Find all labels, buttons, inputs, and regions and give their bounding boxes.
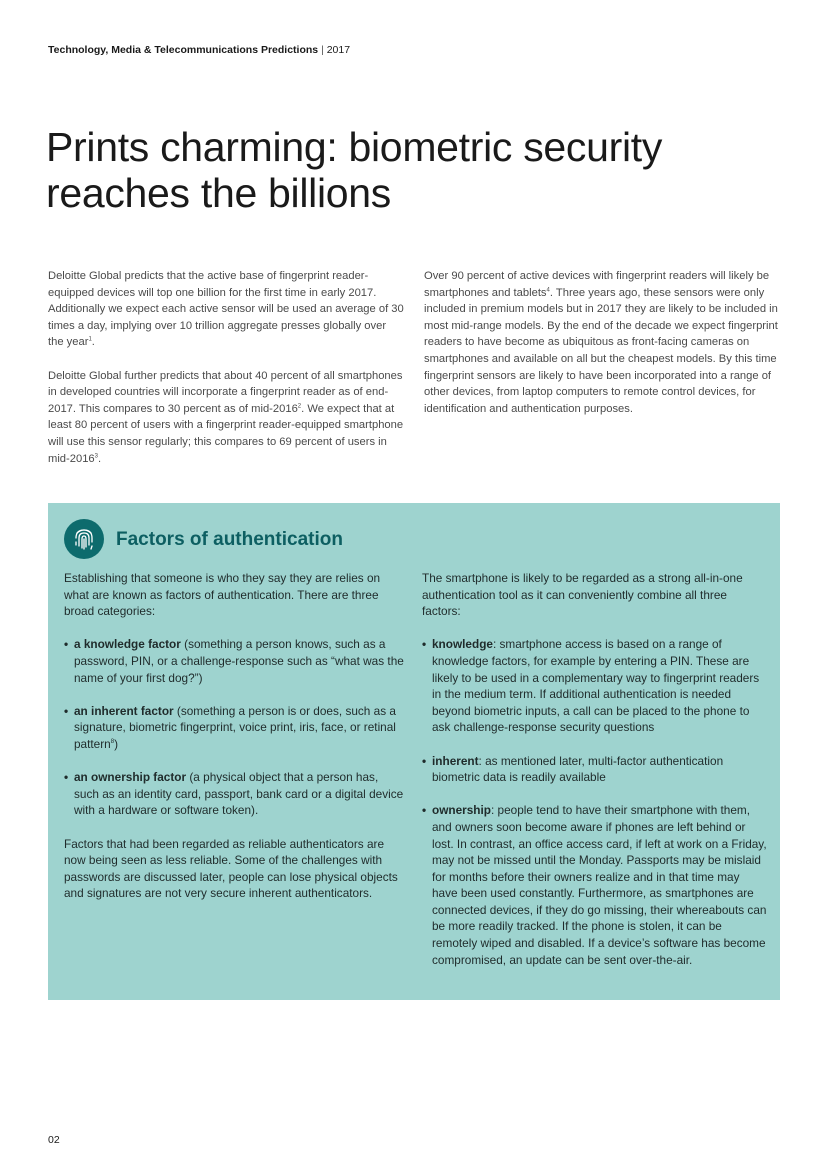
factor-categories-list [64,636,404,819]
footnote-ref-3: 3 [94,452,98,459]
intro-paragraph-3 [424,268,780,417]
list-item [422,636,768,736]
list-item-text: (a physical object that a person has, such as an identity card, passport, bank card or a digital device with a hardware or software token). [74,770,404,818]
fingerprint-icon-graphic [64,519,104,559]
page-number: 02 [48,1134,60,1146]
publication-year: 2017 [326,44,351,56]
list-item [64,636,404,686]
list-item-tail: ) [114,736,119,751]
header-separator: | [321,44,324,56]
box-title: Factors of authentication [116,529,343,550]
list-item-term: inherent [432,753,479,768]
intro-paragraph-2-text: Deloitte Global further predicts that about 40 percent of all smartphones in developed countries will incorporate a fingerprint reader as of end-2017. This compares to 30 percent as of mid-2016 [48,369,403,415]
list-item-text: : smartphone access is based on a range of knowledge factors, for example by entering a PIN. These are likely to be used in a complementary way to fingerprint readers in the medium term. If additional authentication is needed beyond biometric inputs, a call can be placed to the phone to ask challenge-response security questions [432,637,760,735]
intro-paragraph-2 [48,368,404,468]
footnote-ref-4: 4 [546,286,550,293]
publication-name: Technology, Media & Telecommunications Predictions [48,44,319,56]
list-item-text: : people tend to have their smartphone with them, and owners soon become aware if phones are left behind or lost. In contrast, an office access card, if left at work on a Friday, may not be missed until the Monday. Passports may be mislaid for months before their owners realize and in that time may have been used constantly. Furthermore, as smartphones are connected devices, if they do go missing, their whereabouts can be more readily tracked. If the phone is stolen, it can be remotely wiped and disabled. If a device’s software has become compromised, an update can be sent over-the-air. [432,803,767,967]
intro-paragraph-2-tail: . [97,452,102,465]
list-item-term: ownership [432,803,491,818]
footnote-ref-8: 8 [110,739,115,746]
intro-paragraph-3-tail: . Three years ago, these sensors were only included in premium models but in 2017 they are likely to be included in most mid-range models. By the end of the decade we expect fingerprint readers to have become as ubiquitous as front-facing cameras on smartphones and available on all but the cheapest models. By this time fingerprint sensors are likely to have been incorporated into a range of other devices, from laptop computers to remote control devices, for identification and authentication purposes. [424,286,778,415]
box-column-right [422,570,768,985]
list-item [422,802,768,968]
list-item-term: a knowledge factor [74,637,181,652]
title-line-1: Prints charming: biometric security [46,124,663,170]
footnote-ref-1: 1 [88,336,92,343]
list-item [422,753,768,786]
title-line-2: reaches the billions [46,170,391,216]
box-column-left [64,570,404,918]
box-right-intro: The smartphone is likely to be regarded as a strong all-in-one authentication tool as it can conveniently combine all three factors: [422,571,743,619]
intro-paragraph-3-text: Over 90 percent of active devices with fingerprint readers will likely be smartphones and tablets [424,270,770,299]
factors-of-authentication-box [48,503,780,1000]
list-item-term: an inherent factor [74,703,174,718]
intro-column-left [48,268,404,484]
smartphone-factors-list [422,636,768,968]
fingerprint-icon [64,519,104,559]
list-item-text: (something a person is or does, such as a signature, biometric fingerprint, voice print, iris, face, or retinal pattern [74,703,396,751]
page-title [46,124,766,216]
list-item-term: knowledge [432,637,493,652]
list-item [64,769,404,819]
intro-column-right [424,268,780,434]
box-left-intro: Establishing that someone is who they say they are relies on what are known as factors of authentication. There are three broad categories: [64,571,381,619]
list-item-term: an ownership factor [74,770,187,785]
intro-paragraph-1 [48,268,404,351]
intro-paragraph-1-text: Deloitte Global predicts that the active base of fingerprint reader-equipped devices will top one billion for the first time in early 2017. Additionally we expect each active sensor will be used an average of 30 times a day, implying over 10 trillion aggregate presses globally over the year [48,270,404,349]
box-left-outro: Factors that had been regarded as reliable authenticators are now being seen as less reliable. Some of the challenges with passwords are discussed later, people can lose physical objects and signatures are not very secure inherent authenticators. [64,836,398,901]
list-item [64,703,404,753]
list-item-text: : as mentioned later, multi-factor authentication biometric data is readily available [432,753,724,785]
intro-paragraph-2-middle: . We expect that at least 80 percent of users with a fingerprint reader-equipped smartphone will use this sensor regularly; this compares to 69 percent of users in mid-2016 [48,402,404,465]
intro-paragraph-1-tail: . [91,336,95,349]
list-item-text: (something a person knows, such as a password, PIN, or a challenge-response such as “what was the name of your first dog?”) [74,637,404,685]
running-header [48,44,350,56]
footnote-ref-2: 2 [297,403,302,410]
